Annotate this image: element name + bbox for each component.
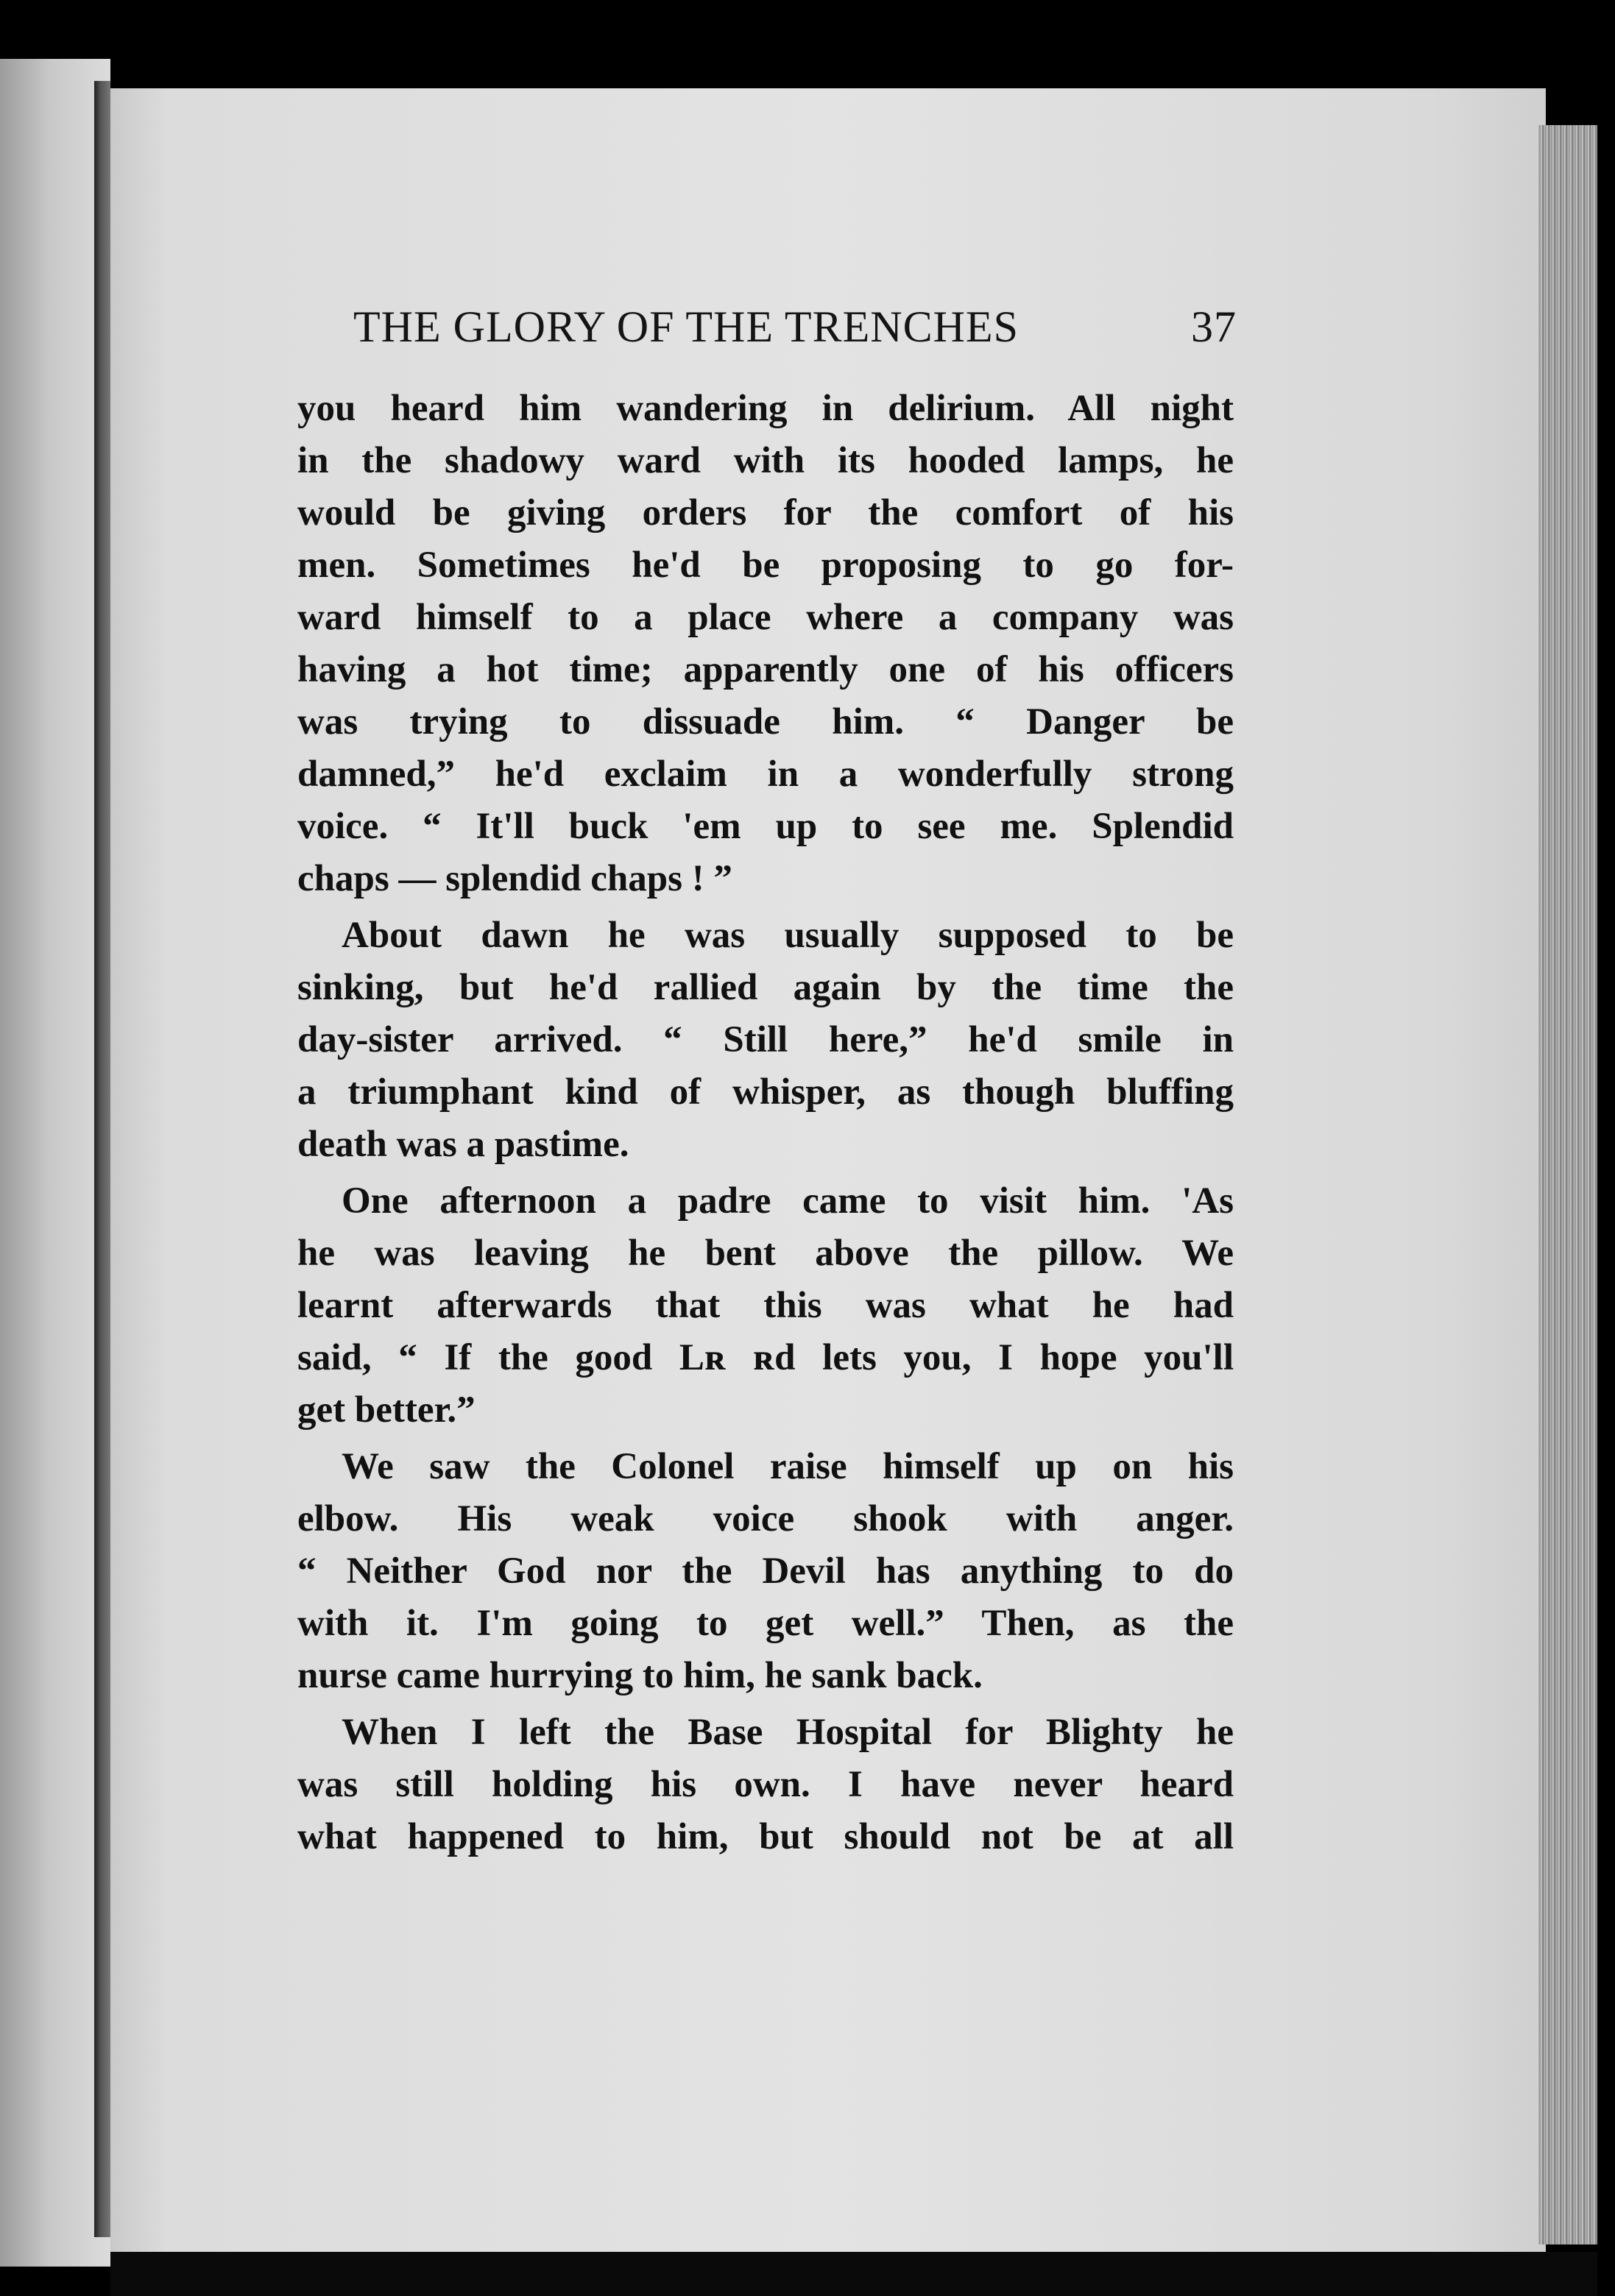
text-line: sinking, but he'd rallied again by the time the — [297, 967, 1234, 1008]
text-line: About dawn he was usually supposed to be — [342, 915, 1234, 956]
bottom-shadow — [110, 2252, 1597, 2296]
running-head-title: THE GLORY OF THE TRENCHES — [353, 302, 1019, 351]
text-line: what happened to him, but should not be at all — [297, 1816, 1234, 1857]
paragraph — [297, 910, 1234, 1171]
text-line: get better.” — [297, 1389, 476, 1431]
text-line: you heard him wandering in delirium. All night — [297, 388, 1234, 429]
text-line: he was leaving he bent above the pillow. We — [297, 1233, 1234, 1274]
text-line: having a hot time; apparently one of his officers — [297, 649, 1234, 690]
text-line: One afternoon a padre came to visit him. 'As — [342, 1180, 1234, 1222]
text-line: death was a pastime. — [297, 1124, 629, 1165]
text-line: chaps — splendid chaps ! ” — [297, 858, 732, 899]
text-line: in the shadowy ward with its hooded lamps, he — [297, 440, 1234, 481]
book-gutter — [94, 81, 110, 2237]
body-text — [297, 383, 1234, 1863]
text-line: learnt afterwards that this was what he had — [297, 1285, 1234, 1326]
text-line: When I left the Base Hospital for Blighty he — [342, 1712, 1234, 1753]
text-line: was still holding his own. I have never heard — [297, 1764, 1234, 1805]
text-line: was trying to dissuade him. “ Danger be — [297, 701, 1234, 743]
page-edges — [1538, 125, 1597, 2244]
text-line: voice. “ It'll buck 'em up to see me. Splendid — [297, 806, 1234, 847]
running-head — [353, 302, 1237, 361]
text-line: ward himself to a place where a company was — [297, 597, 1234, 638]
text-line: men. Sometimes he'd be proposing to go for- — [297, 545, 1234, 586]
paragraph — [297, 1441, 1234, 1702]
text-line: would be giving orders for the comfort of his — [297, 492, 1234, 534]
paragraph — [297, 1175, 1234, 1436]
text-line: day-sister arrived. “ Still here,” he'd smile in — [297, 1019, 1234, 1060]
paragraph — [297, 383, 1234, 905]
text-line: We saw the Colonel raise himself up on his — [342, 1446, 1234, 1487]
text-line: “ Neither God nor the Devil has anything to do — [297, 1551, 1234, 1592]
paragraph — [297, 1707, 1234, 1863]
text-line: said, “ If the good Lʀ ʀd lets you, I hope you'll — [297, 1337, 1234, 1378]
text-line: nurse came hurrying to him, he sank back. — [297, 1655, 983, 1696]
text-line: elbow. His weak voice shook with anger. — [297, 1498, 1234, 1539]
page-number: 37 — [1191, 302, 1237, 351]
text-line: damned,” he'd exclaim in a wonderfully strong — [297, 754, 1234, 795]
text-line: a triumphant kind of whisper, as though bluffing — [297, 1071, 1234, 1113]
text-line: with it. I'm going to get well.” Then, as the — [297, 1603, 1234, 1644]
